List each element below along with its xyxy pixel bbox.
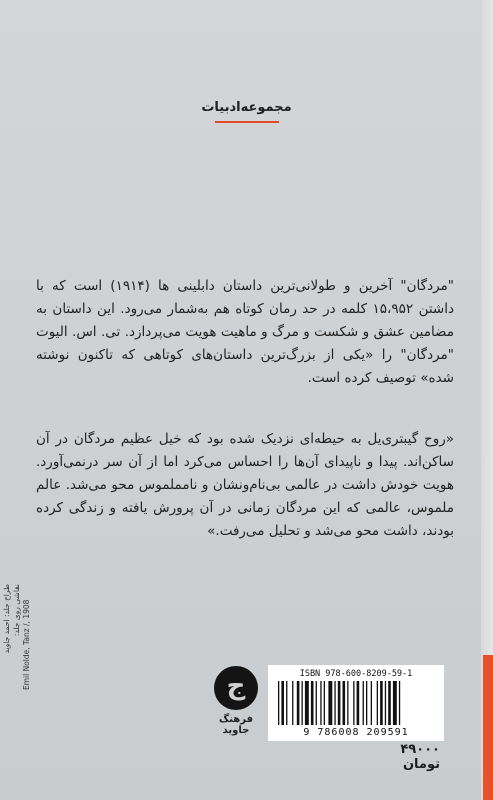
publisher-name: فرهنگ جاوید: [218, 714, 254, 736]
barcode-bar: [311, 681, 314, 725]
barcode-bar: [385, 681, 386, 725]
barcode-bar: [399, 681, 400, 725]
description-paragraph: [36, 275, 454, 390]
barcode-bar: [393, 681, 397, 725]
painting-credit: نقاشی روی جلد:: [12, 584, 21, 637]
artist-credit: Emil Nolde, Tanz /, 1908: [22, 599, 31, 690]
barcode-bar: [366, 681, 367, 725]
barcode-bar: [305, 681, 309, 725]
barcode-bar: [338, 681, 341, 725]
barcode-bar: [324, 681, 325, 725]
series-underline: [215, 121, 279, 123]
designer-credit: طراح جلد: احمد جاوید: [2, 584, 11, 654]
barcode-icon: [276, 681, 436, 727]
barcode-bar: [363, 681, 364, 725]
barcode-bar: [316, 681, 317, 725]
barcode-bar: [320, 681, 321, 725]
orange-accent-bar: [483, 655, 493, 800]
barcode-bar: [347, 681, 348, 725]
description-text: "مردگان" آخرین و طولانی‌ترین داستان دابلینی ها (۱۹۱۴) است که با داشتن ۱۵،۹۵۲ کلمه در حد رمان کوتاه هم به‌شمار می‌رود. این داستان به مضامین عشق و شکست و مرگ و ماهیت هویت می‌پردازد. تی. اس. الیوت "مردگان" را «یکی از بزرگ‌ترین داستان‌های کوتاهی که تاکنون نوشته شده» توصیف کرده است.: [36, 278, 455, 386]
barcode-bar: [286, 681, 287, 725]
barcode-number: 9 786008 209591: [303, 727, 409, 738]
barcode-bar: [302, 681, 303, 725]
barcode-bar: [281, 681, 284, 725]
barcode-bar: [334, 681, 335, 725]
publisher-logo-icon: [214, 666, 258, 710]
barcode-bar: [292, 681, 293, 725]
barcode-bar: [297, 681, 300, 725]
quote-text: «روح گیبتری‌یل به حیطه‌ای نزدیک شده بود که خیل عظیم مردگان در آن ساکن‌اند. پیدا و ناپیدای آن‌ها را احساس می‌کرد اما از آن سر درنمی‌آورد. هویت خودش داشت در عالمی بی‌نام‌ونشان و نامملموس محو می‌شد. عالم ملموس، عالمی که این مردگان زمانی در آن پرورش یافته و زندگی کرده بودند، داشت محو می‌شد و تحلیل می‌رفت.»: [36, 431, 454, 539]
isbn-label: ISBN 978-600-8209-59-1: [299, 669, 413, 679]
logo-glyph: ج: [226, 671, 246, 701]
series-title: مجموعه‌ادبیات: [201, 100, 292, 115]
barcode-box: [268, 665, 444, 741]
barcode-bar: [377, 681, 378, 725]
barcode-bar: [278, 681, 279, 725]
publisher-logo: [207, 666, 265, 736]
barcode-bar: [371, 681, 372, 725]
barcode-bar: [353, 681, 354, 725]
barcode-bar: [380, 681, 383, 725]
barcode-bar: [328, 681, 332, 725]
barcode-bar: [357, 681, 360, 725]
barcode-bar: [388, 681, 391, 725]
barcode-bar: [343, 681, 346, 725]
cover-credits: [2, 584, 34, 690]
price-label: ۴۹۰۰۰ تومان: [400, 742, 440, 772]
series-header: [0, 100, 493, 123]
quote-paragraph: [36, 428, 454, 543]
